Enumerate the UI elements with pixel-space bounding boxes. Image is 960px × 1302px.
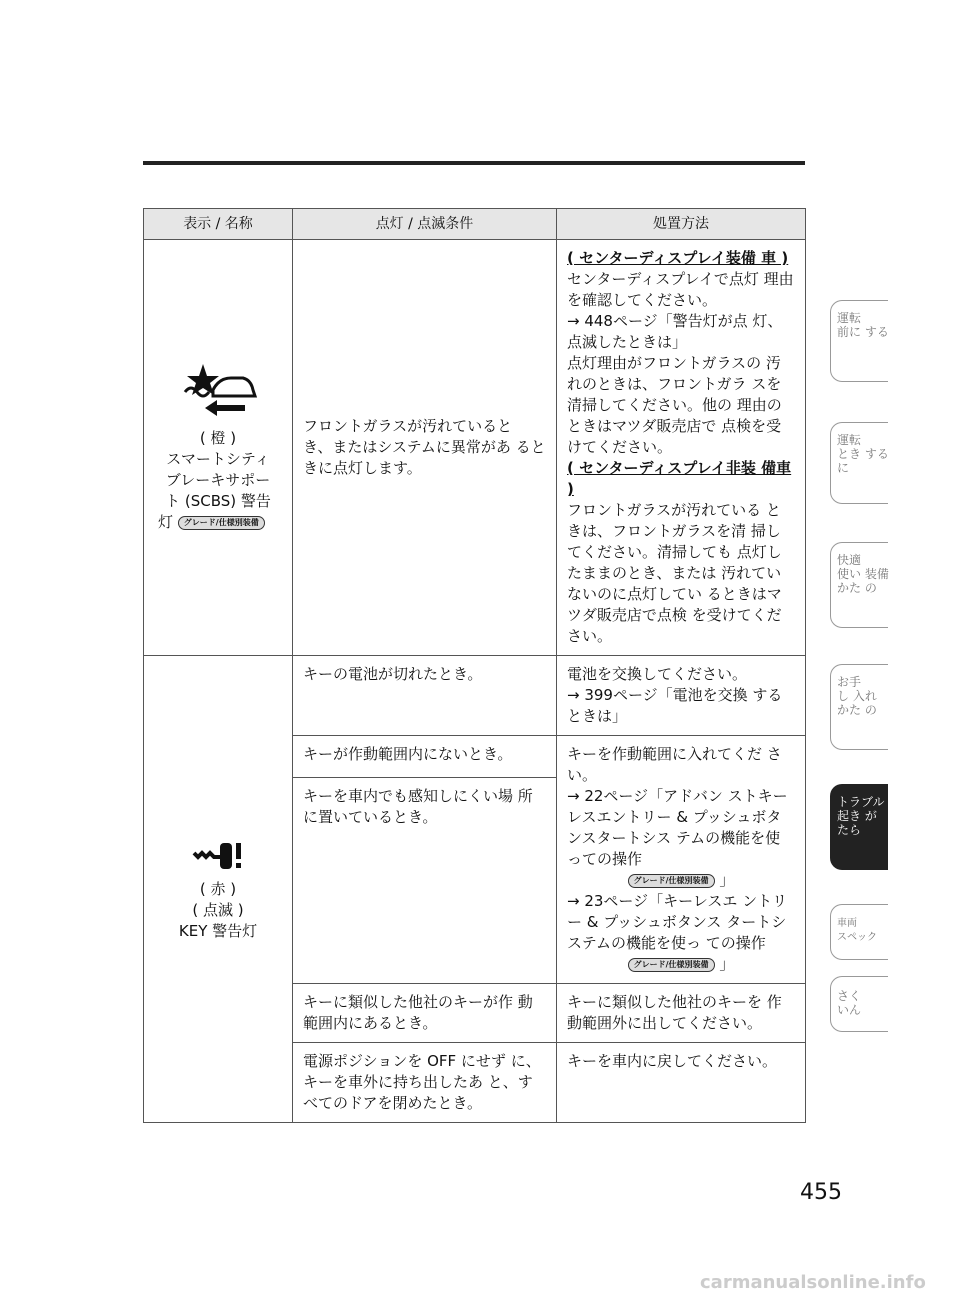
key-color: ( 赤 ) — [199, 879, 237, 898]
page-reference: → 399ページ「電池を交換 するときは」 — [567, 686, 783, 725]
tab-maintenance[interactable]: お手 し 入れ かた の — [830, 664, 888, 750]
tab-troubleshooting[interactable]: トラブル 起き が たら — [830, 784, 888, 870]
section-body: 点灯理由がフロントガラスの 汚れのときは、フロントガラ スを清掃してください。他の 理由のときはマツダ販売店で 点検を受けてください。 — [567, 354, 782, 456]
key-row23-action: キーを作動範囲に入れてくだ さい。 → 22ページ「アドバン ストキーレスエントリー & プッシュボタンスタートシス テムの機能を使っての操作 グレード/仕様別装備 」 → 23ページ「キーレスエ ントリー & プッシュボタンス タートシステムの機能を使っ ての操作 グレード/仕様別装備 」 — [557, 736, 806, 984]
header-display-name: 表示 / 名称 — [144, 209, 293, 240]
section-body: センターディスプレイで点灯 理由を確認してください。 — [567, 270, 794, 309]
section-title: ( センターディスプレイ非装 備車 ) — [567, 459, 792, 498]
tab-while-driving[interactable]: 運転 とき する に — [830, 422, 888, 504]
scbs-name-line: ト (SCBS) 警告 — [165, 492, 271, 510]
action-text: キーを作動範囲に入れてくだ さい。 — [567, 745, 782, 784]
header-rule — [143, 161, 805, 165]
key-warning-icon — [188, 837, 248, 873]
scbs-name-cell — [144, 240, 293, 656]
tab-comfort-equipment[interactable]: 快適 使い 装備 かた の — [830, 542, 888, 628]
section-body: フロントガラスが汚れている ときは、フロントガラスを清 掃してください。清掃しても 点灯したままのとき、または 汚れていないのに点灯してい るときはマツダ販売店で点検 を受けてください。 — [567, 501, 782, 645]
key-row5-condition: 電源ポジションを OFF にせず に、キーを車外に持ち出したあ と、すべてのドアを閉めたとき。 — [293, 1043, 557, 1123]
table-row-scbs — [144, 240, 806, 656]
section-title: ( センターディスプレイ装備 車 ) — [567, 249, 789, 267]
header-action: 処置方法 — [557, 209, 806, 240]
grade-tag: グレード/仕様別装備 — [628, 874, 715, 888]
page-number: 455 — [800, 1180, 842, 1205]
smart-city-brake-support-warning-icon — [173, 362, 263, 422]
key-name: KEY 警告灯 — [178, 921, 258, 940]
key-row1-action — [557, 656, 806, 736]
page-reference: → 448ページ「警告灯が点 灯、点滅したときは」 — [567, 312, 783, 351]
tab-before-driving[interactable]: 運転 前に する — [830, 300, 888, 382]
action-text: 電池を交換してください。 — [567, 665, 748, 683]
scbs-name-line: スマートシティ — [166, 450, 270, 468]
warning-lamp-table — [143, 208, 806, 1123]
scbs-name-line: 灯 — [158, 513, 174, 531]
scbs-name-line: ブレーキサポー — [165, 471, 271, 489]
scbs-color: ( 橙 ) — [199, 429, 237, 447]
key-row5-action: キーを車内に戻してください。 — [557, 1043, 806, 1123]
page-reference: → 23ページ「キーレスエ ントリー & プッシュボタンス タートシステムの機能を使っ ての操作 — [567, 892, 788, 952]
scbs-action-cell — [557, 240, 806, 656]
tab-specifications[interactable]: 車両 スペック — [830, 904, 888, 960]
key-row1-condition: キーの電池が切れたとき。 — [293, 656, 557, 736]
footer-watermark: carmanualsonline.info — [700, 1272, 926, 1293]
key-row2-condition: キーが作動範囲内にないとき。 — [293, 736, 557, 778]
tab-index[interactable]: さく いん — [830, 976, 888, 1032]
scbs-condition-cell: フロントガラスが汚れていると き、またはシステムに異常があ るときに点灯します。 — [293, 240, 557, 656]
table-row-key-1 — [144, 656, 806, 736]
key-row3-condition: キーを車内でも感知しにくい場 所に置いているとき。 — [293, 777, 557, 983]
table-header-row — [144, 209, 806, 240]
header-condition: 点灯 / 点滅条件 — [293, 209, 557, 240]
page-reference: → 22ページ「アドバン ストキーレスエントリー & プッシュボタンスタートシス テムの機能を使っての操作 — [567, 787, 788, 868]
grade-tag: グレード/仕様別装備 — [628, 958, 715, 972]
key-blink: ( 点滅 ) — [192, 900, 244, 919]
key-row4-condition: キーに類似した他社のキーが作 動範囲内にあるとき。 — [293, 984, 557, 1043]
key-row4-action: キーに類似した他社のキーを 作動範囲外に出してください。 — [557, 984, 806, 1043]
key-name-cell — [144, 656, 293, 1123]
grade-tag: グレード/仕様別装備 — [178, 516, 265, 530]
